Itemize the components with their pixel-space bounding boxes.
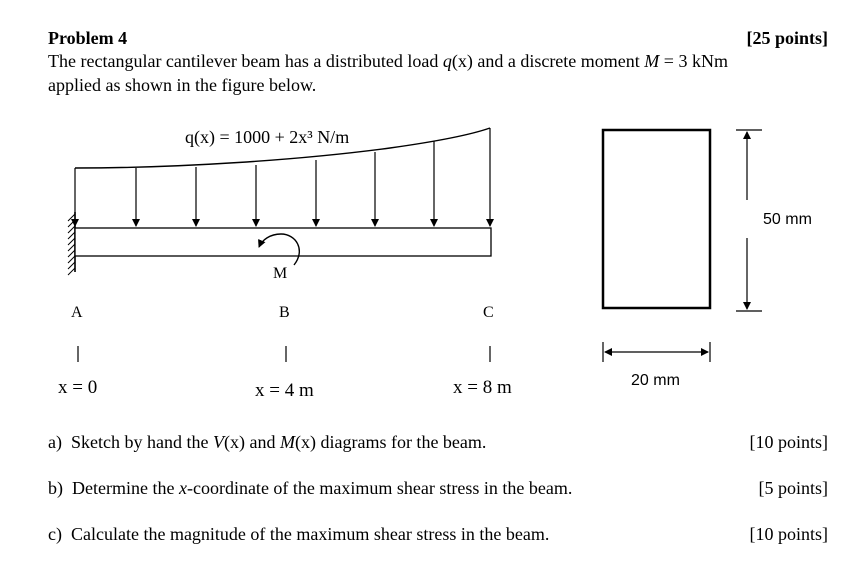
- question-a-points: [10 points]: [749, 432, 828, 452]
- section-height-label: 50 mm: [763, 211, 812, 228]
- question-b-tail: -coordinate of the maximum shear stress in the beam.: [186, 478, 573, 498]
- question-a-v-arg: (x): [223, 432, 245, 452]
- question-a-letter: a): [48, 432, 62, 452]
- intro-line-2: applied as shown in the figure below.: [48, 75, 317, 95]
- question-b-text: Determine the: [72, 478, 179, 498]
- question-a-v-symbol: V: [212, 432, 224, 452]
- intro-q-arg: (x): [451, 51, 473, 71]
- question-c-text: Calculate the magnitude of the maximum shear stress in the beam.: [70, 524, 550, 544]
- question-b: [48, 478, 572, 499]
- intro-text-a: The rectangular cantilever beam has a distributed load: [48, 51, 443, 71]
- x-a-label: x = 0: [58, 377, 98, 398]
- intro-m-symbol: M: [644, 51, 660, 71]
- question-a-and: and: [244, 432, 280, 452]
- point-b-label: B: [279, 304, 290, 321]
- point-a-label: A: [71, 304, 83, 321]
- section-width-label: 20 mm: [631, 372, 680, 389]
- intro-m-value: = 3 kNm: [659, 51, 728, 71]
- question-a-m-symbol: M: [279, 432, 295, 452]
- intro-text-b: and a discrete moment: [472, 51, 645, 71]
- question-a-m-arg: (x): [294, 432, 316, 452]
- beam: [75, 228, 491, 256]
- fixed-wall-support: [68, 212, 75, 275]
- x-c-label: x = 8 m: [453, 377, 512, 398]
- question-c-points: [10 points]: [749, 524, 828, 544]
- question-a: [48, 432, 486, 453]
- question-c-letter: c): [48, 524, 62, 544]
- intro-q-symbol: q: [442, 51, 452, 71]
- question-c: [48, 524, 549, 545]
- problem-title: Problem 4: [48, 28, 128, 48]
- moment-label: M: [273, 265, 288, 282]
- cross-section-rect: [603, 130, 710, 308]
- load-equation-label: q(x) = 1000 + 2x³ N/m: [185, 127, 350, 147]
- point-c-label: C: [483, 304, 494, 321]
- question-b-points: [5 points]: [758, 478, 828, 498]
- question-b-x-symbol: x: [178, 478, 187, 498]
- question-a-text: Sketch by hand the: [70, 432, 213, 452]
- problem-points: [25 points]: [746, 28, 828, 48]
- question-b-letter: b): [48, 478, 63, 498]
- question-a-tail: diagrams for the beam.: [315, 432, 487, 452]
- x-b-label: x = 4 m: [255, 380, 314, 401]
